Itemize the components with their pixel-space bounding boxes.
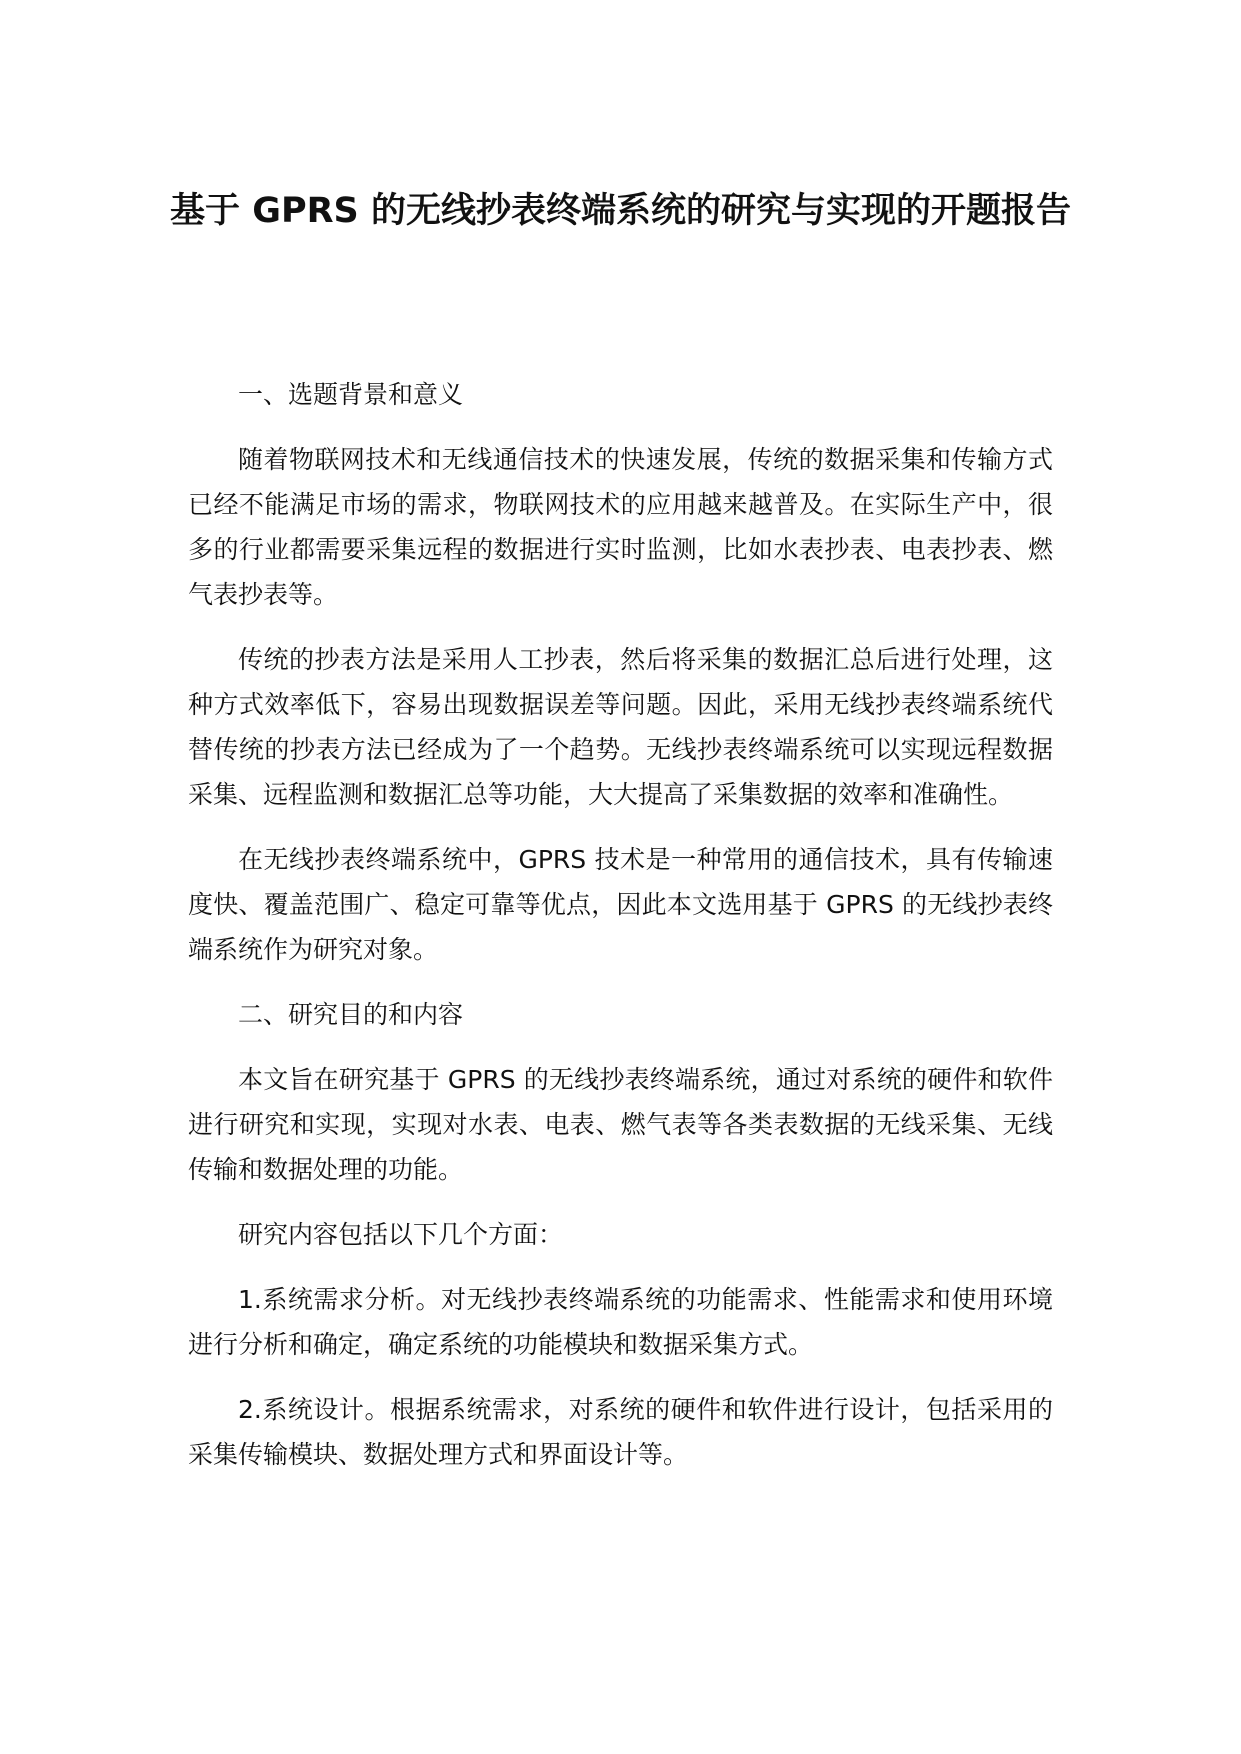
section-heading-background: 一、选题背景和意义 bbox=[238, 380, 464, 409]
paragraph: 本文旨在研究基于 GPRS 的无线抄表终端系统，通过对系统的硬件和软件进行研究和实现，实现对水表、电表、燃气表等各类表数据的无线采集、无线传输和数据处理的功能。 bbox=[188, 1065, 1053, 1184]
paragraph: 传统的抄表方法是采用人工抄表，然后将采集的数据汇总后进行处理，这种方式效率低下，容易出现数据误差等问题。因此，采用无线抄表终端系统代替传统的抄表方法已经成为了一个趋势。无线抄表终端系统可以实现远程数据采集、远程监测和数据汇总等功能，大大提高了采集数据的效率和准确性。 bbox=[188, 645, 1053, 809]
paragraph: 在无线抄表终端系统中，GPRS 技术是一种常用的通信技术，具有传输速度快、覆盖范围广、稳定可靠等优点，因此本文选用基于 GPRS 的无线抄表终端系统作为研究对象。 bbox=[188, 845, 1053, 964]
section-heading-objectives: 二、研究目的和内容 bbox=[238, 1000, 464, 1029]
document-body bbox=[188, 372, 1053, 1497]
list-item: 2.系统设计。根据系统需求，对系统的硬件和软件进行设计，包括采用的采集传输模块、数据处理方式和界面设计等。 bbox=[188, 1395, 1053, 1469]
list-item: 1.系统需求分析。对无线抄表终端系统的功能需求、性能需求和使用环境进行分析和确定，确定系统的功能模块和数据采集方式。 bbox=[188, 1285, 1053, 1359]
paragraph: 随着物联网技术和无线通信技术的快速发展，传统的数据采集和传输方式已经不能满足市场的需求，物联网技术的应用越来越普及。在实际生产中，很多的行业都需要采集远程的数据进行实时监测，比如水表抄表、电表抄表、燃气表抄表等。 bbox=[188, 445, 1053, 609]
document-title: 基于 GPRS 的无线抄表终端系统的研究与实现的开题报告 bbox=[170, 191, 1071, 231]
paragraph: 研究内容包括以下几个方面： bbox=[238, 1220, 564, 1249]
